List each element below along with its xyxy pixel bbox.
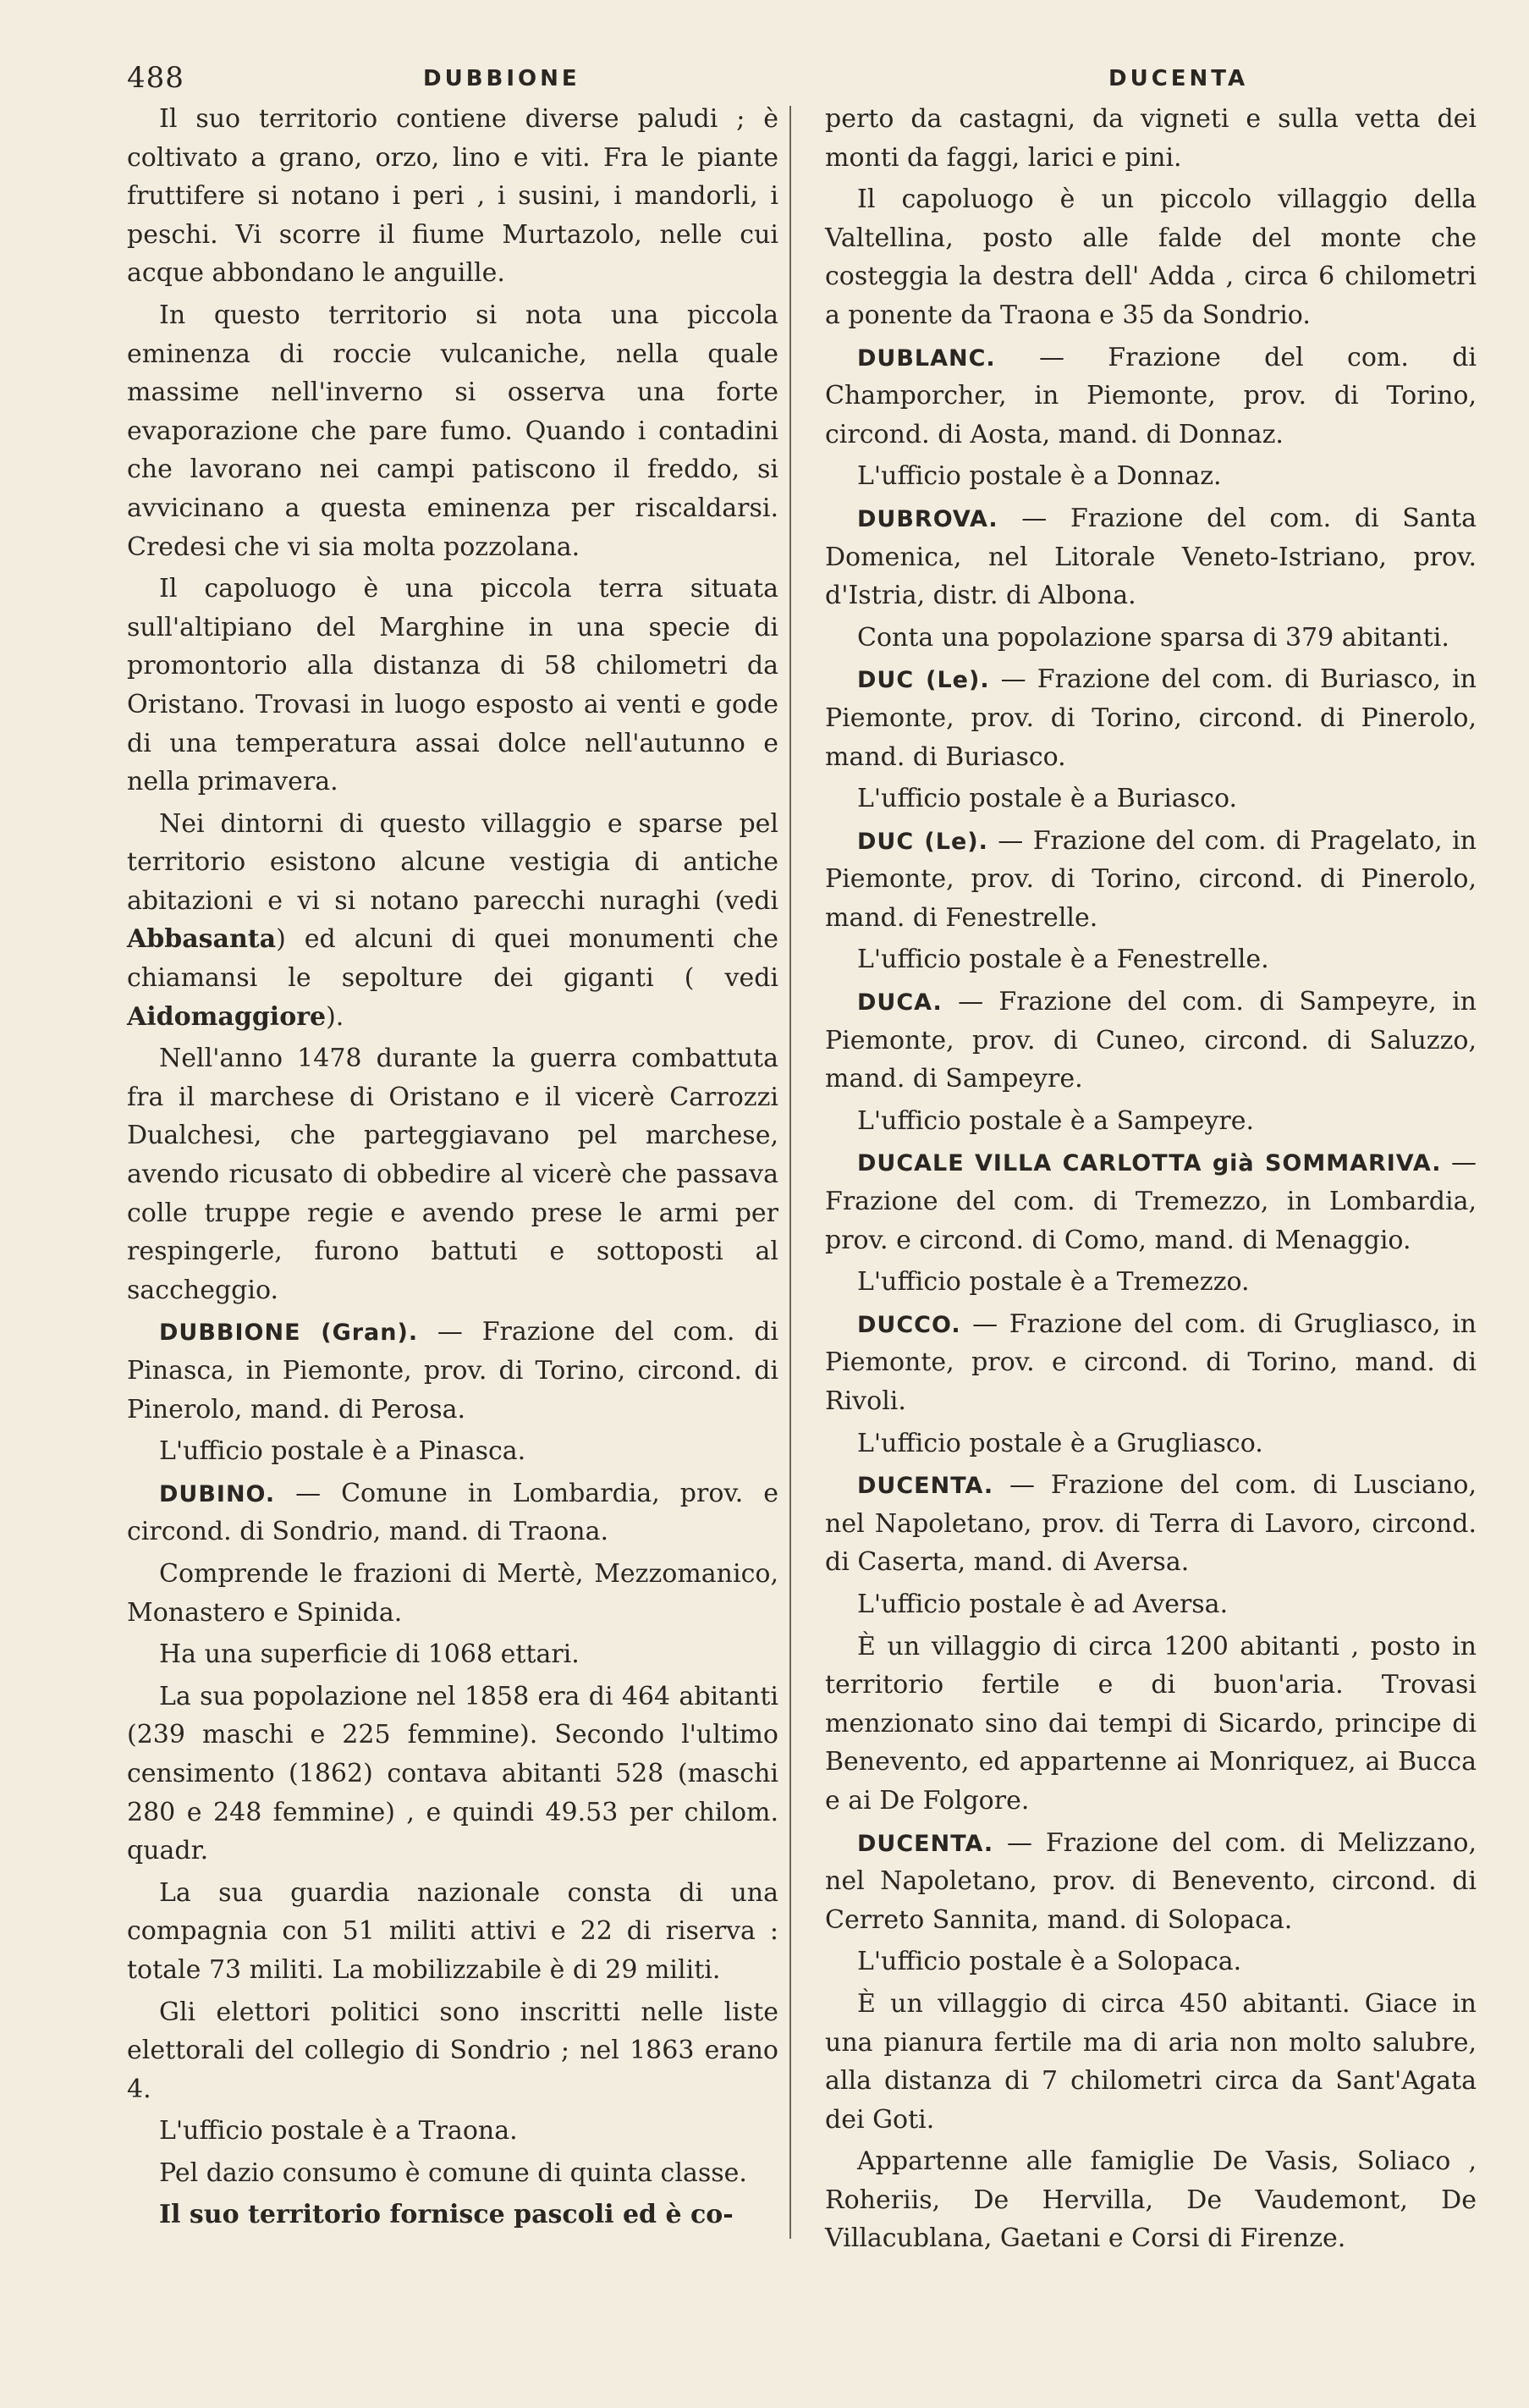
entry-text: — Comune in Lombardia, prov. e circond. di Sondrio, mand. di Traona.: [127, 1478, 778, 1547]
paragraph: In questo territorio si nota una piccola eminenza di roccie vulcaniche, nella quale massime nell'inverno si osserva una forte evaporazione che pare fumo. Quando i contadini che lavorano nei campi patiscono il freddo, si avvicinano a questa eminenza per riscaldarsi. Credesi che vi sia molta pozzolana.: [127, 300, 778, 562]
paragraph: Ha una superficie di 1068 ettari.: [159, 1639, 580, 1670]
entry-text: — Frazione del com. di Melizzano, nel Napoletano, prov. di Benevento, circond. di Cerreto Sannita, mand. di Solopaca.: [825, 1827, 1477, 1935]
page-number: 488: [127, 61, 184, 95]
entry-ducco: [825, 1305, 1477, 1421]
column-divider: [789, 106, 791, 2239]
paragraph: Conta una popolazione sparsa di 379 abitanti.: [857, 622, 1449, 653]
text-run: Nei dintorni di questo villaggio e sparse pel territorio esistono alcune vestigia di antiche abitazioni e vi si notano parecchi nuraghi (vedi: [127, 808, 778, 916]
entry-headword: DUBBIONE (Gran).: [159, 1320, 419, 1347]
entry-text: — Frazione del com. di Santa Domenica, nel Litorale Veneto-Istriano, prov. d'Istria, distr. di Albona.: [825, 503, 1477, 611]
entry-dublanc: [825, 339, 1477, 455]
cross-reference: Abbasanta: [127, 924, 277, 955]
paragraph: L'ufficio postale è a Buriasco.: [857, 784, 1238, 814]
entry-duc-pragelato: [825, 822, 1477, 938]
page-header: [127, 61, 1464, 103]
right-column: [825, 100, 1477, 2262]
paragraph: [127, 805, 778, 1037]
paragraph: L'ufficio postale è a Pinasca.: [159, 1436, 526, 1467]
entry-headword: DUC (Le).: [857, 828, 988, 855]
paragraph: La sua popolazione nel 1858 era di 464 abitanti (239 maschi e 225 femmine). Secondo l'ultimo censimento (1862) contava abitanti 528 (maschi 280 e 248 femmine) , e quindi 49.53 per chilom. quadr.: [127, 1681, 778, 1866]
cross-reference: Aidomaggiore: [127, 1001, 327, 1032]
entry-headword: DUBINO.: [159, 1480, 276, 1507]
paragraph: Comprende le frazioni di Mertè, Mezzomanico, Monastero e Spinida.: [127, 1558, 778, 1628]
entry-ducenta-melizzano: [825, 1824, 1477, 1940]
entry-text: — Frazione del com. di Lusciano, nel Napoletano, prov. di Terra di Lavoro, circond. di Caserta, mand. di Aversa.: [825, 1470, 1477, 1578]
paragraph: Il capoluogo è una piccola terra situata sull'altipiano del Marghine in una specie di promontorio alla distanza di 58 chilometri da Oristano. Trovasi in luogo esposto ai venti e gode di una temperatura assai dolce nell'autunno e nella primavera.: [127, 574, 778, 797]
entry-headword: DUCENTA.: [857, 1473, 994, 1500]
entry-ducenta-lusciano: [825, 1466, 1477, 1582]
paragraph: Nell'anno 1478 durante la guerra combattuta fra il marchese di Oristano e il vicerè Carrozzi Dualchesi, che parteggiavano pel marchese, avendo ricusato di obbedire al vicerè che passava colle truppe regie e avendo prese le armi per respingerle, furono battuti e sottoposti al saccheggio.: [127, 1044, 778, 1305]
entry-headword: DUCCO.: [857, 1311, 961, 1338]
paragraph: Il suo territorio contiene diverse paludi ; è coltivato a grano, orzo, lino e viti. Fra le piante fruttifere si notano i peri , i susini, i mandorli, i peschi. Vi scorre il fiume Murtazolo, nelle cui acque abbondano le anguille.: [127, 104, 778, 289]
entry-headword: DUCENTA.: [857, 1830, 994, 1857]
running-head-right: DUCENTA: [1108, 66, 1249, 91]
entry-text: — Frazione del com. di Grugliasco, in Piemonte, prov. e circond. di Torino, mand. di Rivoli.: [825, 1309, 1477, 1416]
paragraph: Il suo territorio fornisce pascoli ed è co-: [159, 2200, 734, 2230]
entry-ducale-villa-carlotta: [825, 1143, 1477, 1259]
entry-text: — Frazione del com. di Tremezzo, in Lombardia, prov. e circond. di Como, mand. di Menaggio.: [825, 1148, 1477, 1255]
paragraph: L'ufficio postale è a Traona.: [159, 2116, 518, 2146]
entry-headword: DUCALE VILLA CARLOTTA già SOMMARIVA.: [857, 1150, 1442, 1177]
entry-headword: DUCA.: [857, 989, 943, 1017]
entry-text: — Frazione del com. di Champorcher, in Piemonte, prov. di Torino, circond. di Aosta, mand. di Donnaz.: [825, 342, 1477, 449]
entry-headword: DUC (Le).: [857, 667, 990, 694]
paragraph: L'ufficio postale è a Solopaca.: [857, 1947, 1242, 1977]
entry-headword: DUBROVA.: [857, 505, 998, 532]
paragraph: L'ufficio postale è ad Aversa.: [857, 1589, 1229, 1619]
entry-headword: DUBLANC.: [857, 344, 996, 372]
paragraph: L'ufficio postale è a Tremezzo.: [857, 1267, 1250, 1298]
paragraph: Gli elettori politici sono inscritti nelle liste elettorali del collegio di Sondrio ; nel 1863 erano 4.: [127, 1997, 778, 2104]
paragraph: È un villaggio di circa 450 abitanti. Giace in una pianura fertile ma di aria non molto salubre, alla distanza di 7 chilometri circa da Sant'Agata dei Goti.: [825, 1988, 1477, 2135]
entry-duca: [825, 983, 1477, 1099]
entry-text: — Frazione del com. di Sampeyre, in Piemonte, prov. di Cuneo, circond. di Saluzzo, mand. di Sampeyre.: [825, 987, 1477, 1094]
entry-dubbione: [127, 1313, 778, 1429]
paragraph: La sua guardia nazionale consta di una compagnia con 51 militi attivi e 22 di riserva : totale 73 militi. La mobilizzabile è di 29 militi.: [127, 1877, 778, 1985]
paragraph: Il capoluogo è un piccolo villaggio della Valtellina, posto alle falde del monte che costeggia la destra dell' Adda , circa 6 chilometri a ponente da Traona e 35 da Sondrio.: [825, 185, 1477, 330]
text-run: ) ed alcuni di quei monumenti che chiamansi le sepolture dei giganti ( vedi: [127, 924, 778, 994]
paragraph: L'ufficio postale è a Fenestrelle.: [857, 945, 1269, 975]
entry-text: — Frazione del com. di Buriasco, in Piemonte, prov. di Torino, circond. di Pinerolo, mand. di Buriasco.: [825, 664, 1477, 772]
entry-dubrova: [825, 499, 1477, 615]
paragraph: L'ufficio postale è a Sampeyre.: [857, 1105, 1255, 1136]
paragraph: L'ufficio postale è a Donnaz.: [857, 461, 1222, 492]
paragraph: Appartenne alle famiglie De Vasis, Soliaco , Roheriis, De Hervilla, De Vaudemont, De Villacublana, Gaetani e Corsi di Firenze.: [825, 2146, 1477, 2254]
paragraph: Pel dazio consumo è comune di quinta classe.: [159, 2157, 747, 2188]
entry-text: — Frazione del com. di Pragelato, in Piemonte, prov. di Torino, circond. di Pinerolo, mand. di Fenestrelle.: [825, 825, 1477, 933]
running-head-left: DUBBIONE: [423, 66, 580, 91]
paragraph: perto da castagni, da vigneti e sulla vetta dei monti da faggi, larici e pini.: [825, 104, 1477, 173]
left-column: [127, 100, 778, 2238]
text-run: ).: [326, 1001, 344, 1032]
entry-duc-buriasco: [825, 660, 1477, 776]
paragraph: L'ufficio postale è a Grugliasco.: [857, 1428, 1263, 1458]
entry-text: — Frazione del com. di Pinasca, in Piemonte, prov. di Torino, circond. di Pinerolo, mand. di Perosa.: [127, 1317, 778, 1424]
paragraph: È un villaggio di circa 1200 abitanti , posto in territorio fertile e di buon'aria. Trovasi menzionato sino dai tempi di Sicardo, principe di Benevento, ed appartenne ai Monriquez, ai Bucca e ai De Folgore.: [825, 1631, 1477, 1816]
entry-dubino: [127, 1474, 778, 1551]
